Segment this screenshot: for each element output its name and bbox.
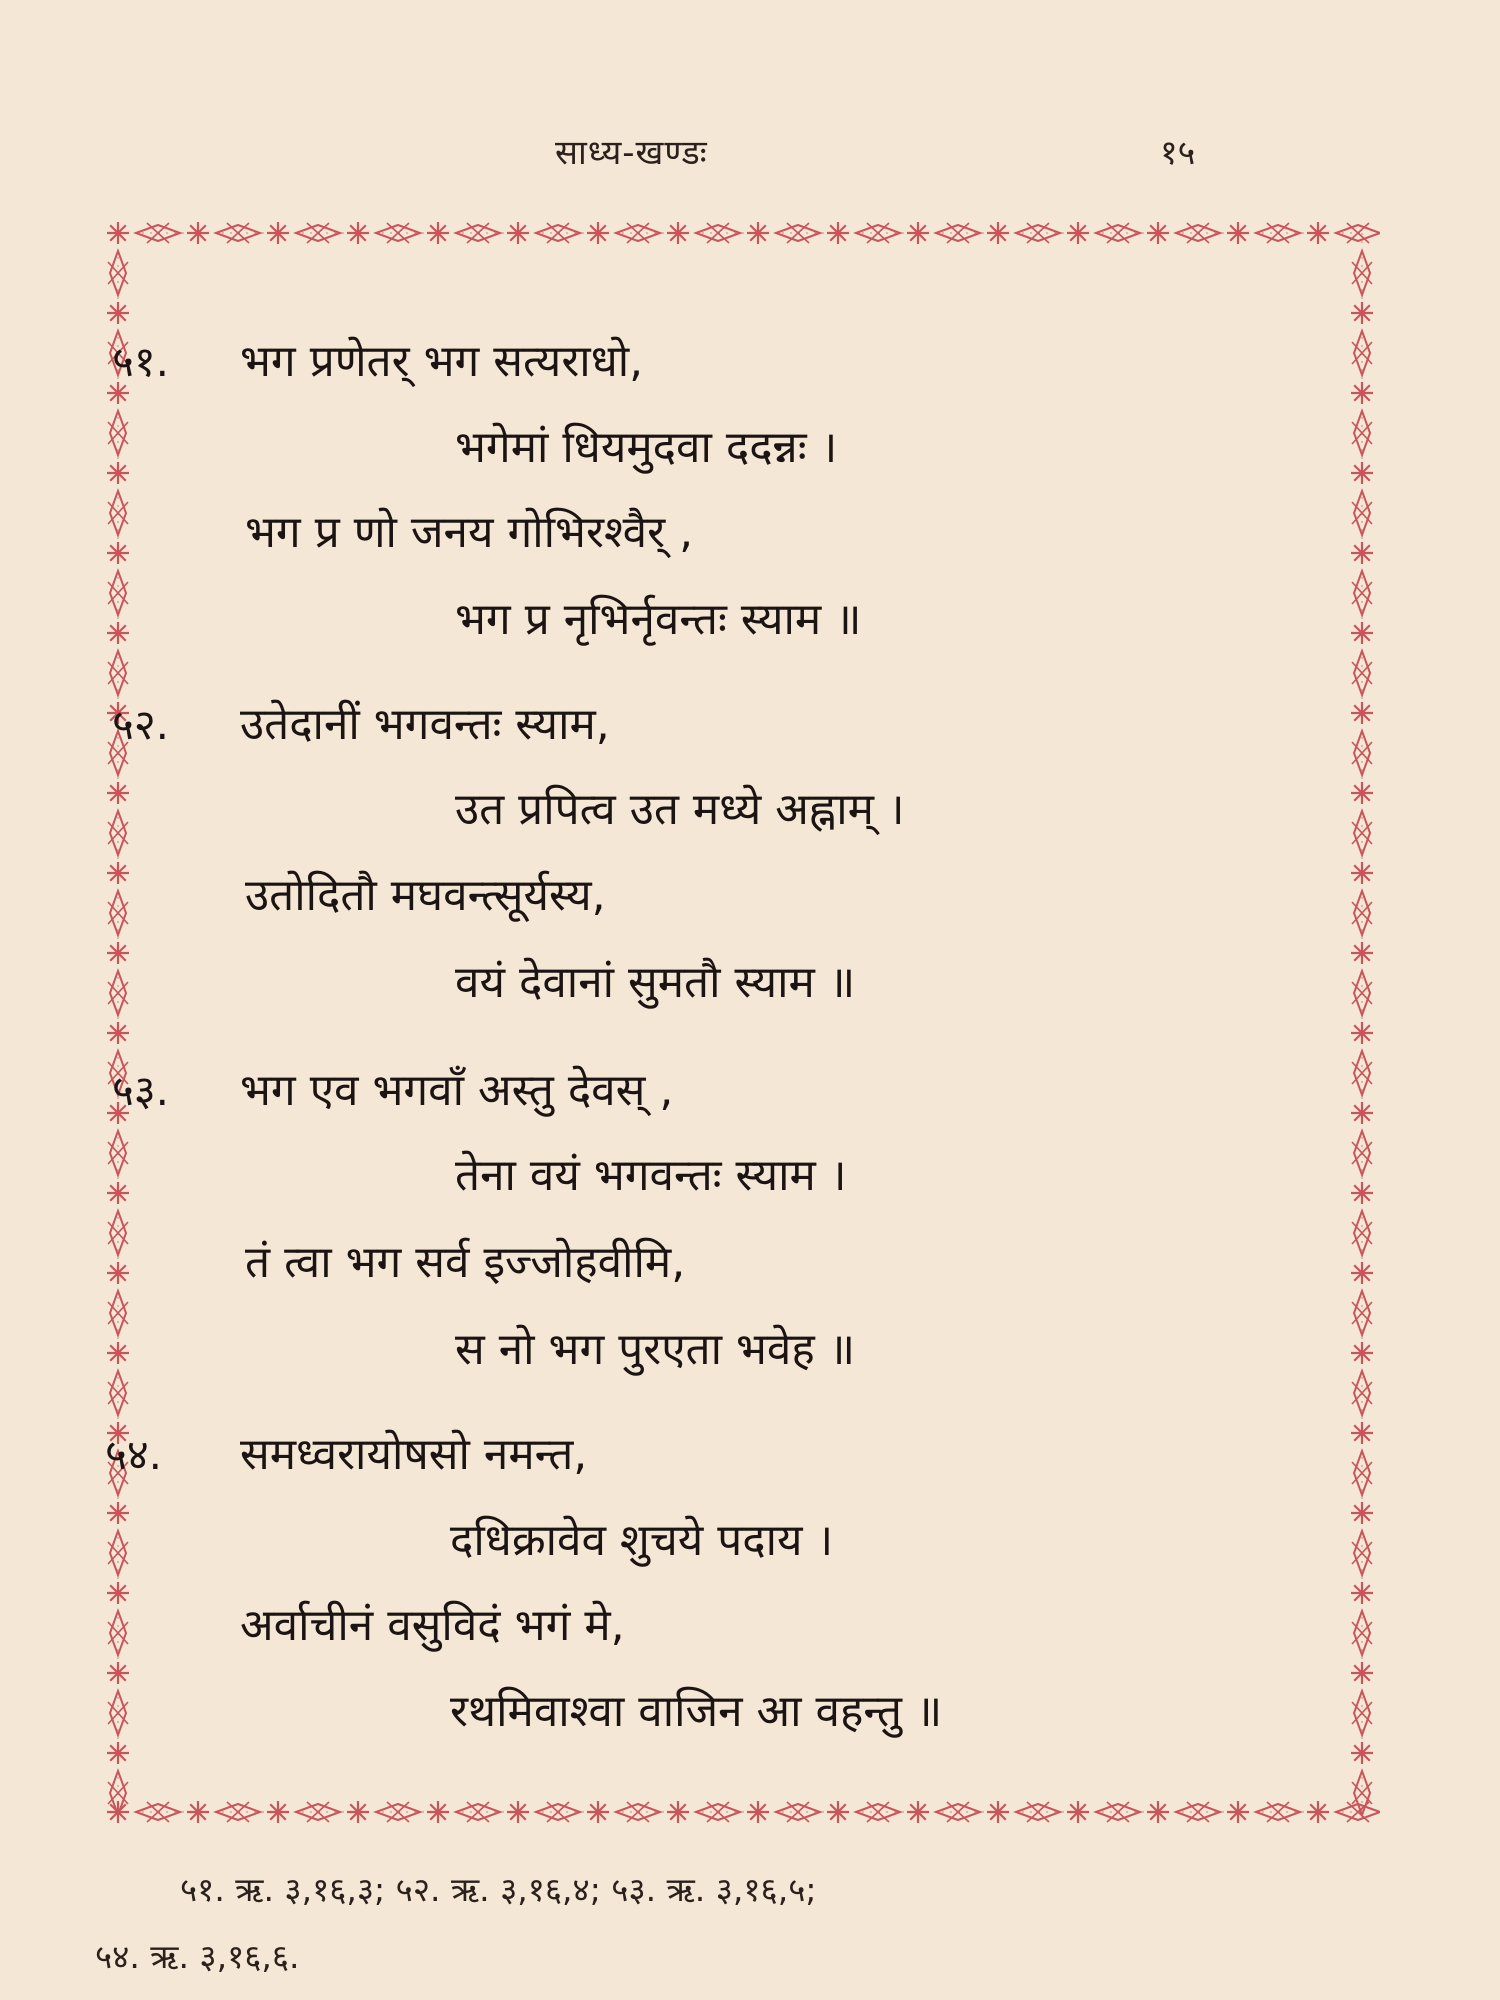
verse-line: उतोदितौ मघवन्त्सूर्यस्य, <box>245 870 606 921</box>
verse-line: भग प्रणेतर् भग सत्यराधो, <box>240 336 644 387</box>
verse-line: भग प्र नृभिर्नृवन्तः स्याम ॥ <box>455 594 862 645</box>
verse-line: भग एव भगवाँ अस्तु देवस् , <box>240 1065 674 1116</box>
verse-number: ५४. <box>105 1430 163 1479</box>
verse-line: उतेदानीं भगवन्तः स्याम, <box>240 699 610 750</box>
verse-number: ५२. <box>112 700 170 749</box>
verse-line: अर्वाचीनं वसुविदं भगं मे, <box>240 1600 625 1651</box>
verse-line: रथमिवाश्वा वाजिन आ वहन्तु ॥ <box>450 1686 943 1737</box>
verse-line: भगेमां धियमुदवा ददन्नः । <box>455 422 838 473</box>
page-number: १५ <box>1160 133 1196 173</box>
verse-line: तं त्वा भग सर्व इज्जोहवीमि, <box>245 1237 686 1288</box>
verse-line: दधिक्रावेव शुचये पदाय । <box>450 1515 834 1566</box>
verse-number: ५३. <box>112 1066 170 1115</box>
verse-line: स नो भग पुरएता भवेह ॥ <box>455 1324 856 1375</box>
verse-number: ५१. <box>112 337 170 386</box>
verse-line: भग प्र णो जनय गोभिरश्वैर् , <box>245 507 694 558</box>
verse-line: तेना वयं भगवन्तः स्याम । <box>455 1150 847 1201</box>
footnote-line: ५४. ऋ. ३,१६,६. <box>95 1937 300 1976</box>
verse-line: समध्वरायोषसो नमन्त, <box>240 1429 588 1480</box>
footnote-line: ५१. ऋ. ३,१६,३; ५२. ऋ. ३,१६,४; ५३. ऋ. ३,१६,५; <box>180 1870 817 1909</box>
verse-line: उत प्रपित्व उत मध्ये अह्नाम् । <box>455 784 905 835</box>
verse-line: वयं देवानां सुमतौ स्याम ॥ <box>455 957 856 1008</box>
header-title: साध्य-खण्डः <box>555 133 708 173</box>
